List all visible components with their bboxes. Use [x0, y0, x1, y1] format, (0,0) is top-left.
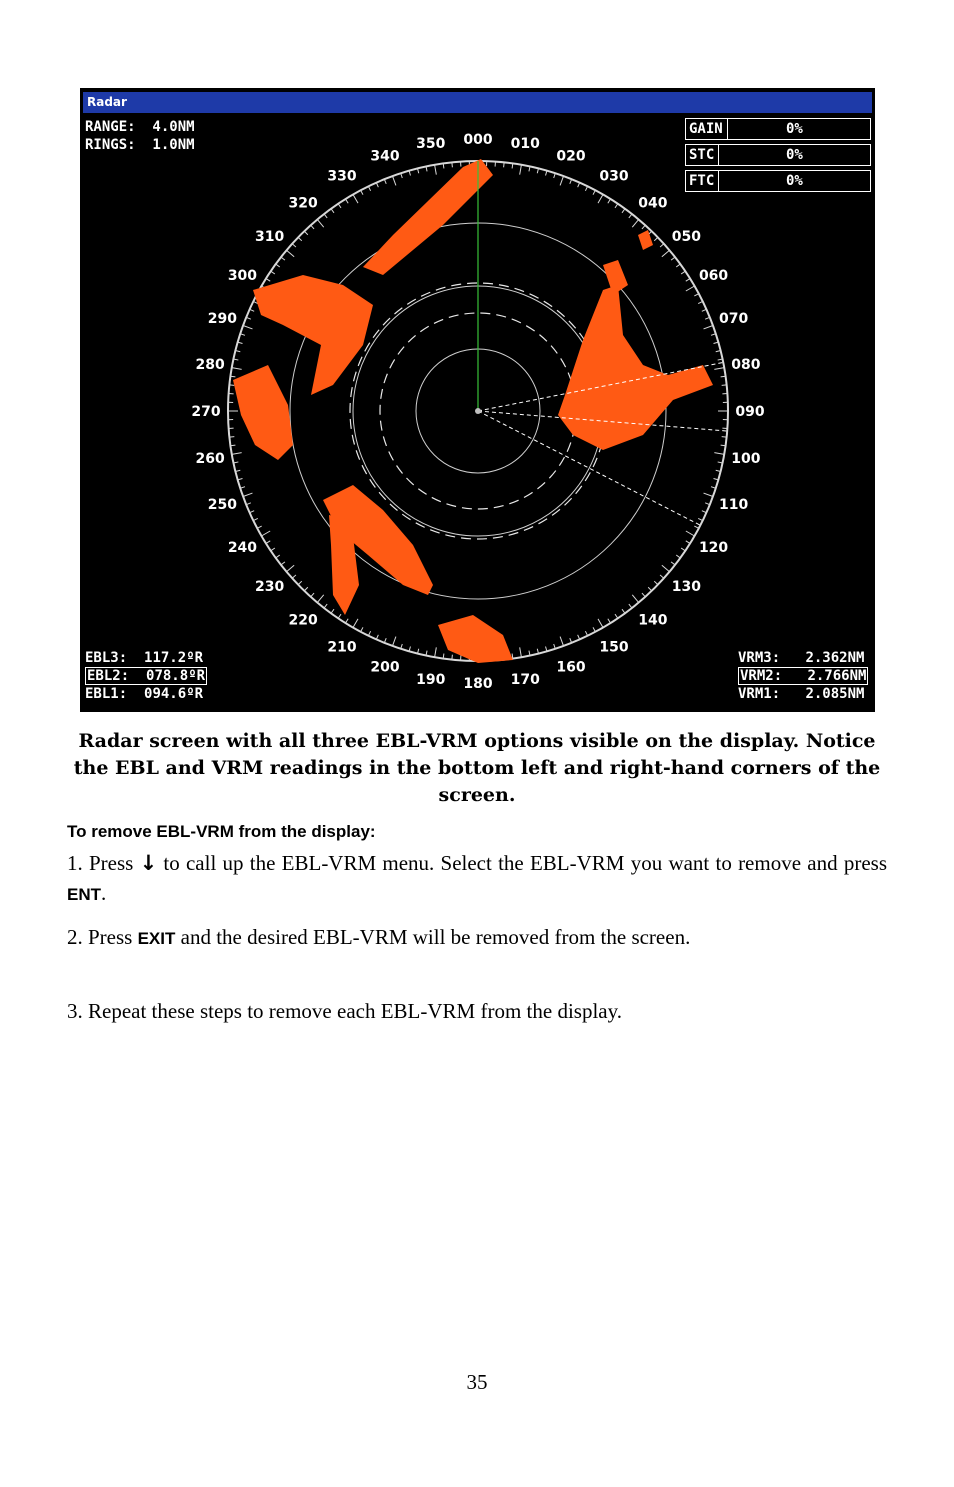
bearing-tick — [338, 204, 341, 208]
ftc-value: 0% — [786, 173, 803, 189]
bearing-label: 200 — [370, 659, 400, 676]
bearing-tick — [238, 342, 243, 343]
ftc-box[interactable] — [685, 170, 871, 192]
bearing-tick — [632, 219, 638, 227]
bearing-tick — [520, 165, 522, 175]
bearing-tick — [435, 165, 437, 175]
bearing-tick — [298, 581, 302, 584]
bearing-tick — [331, 209, 334, 213]
bearing-tick — [346, 199, 349, 203]
bearing-tick — [704, 325, 713, 328]
bearing-tick — [368, 631, 370, 635]
bearing-label: 170 — [510, 671, 540, 688]
bearing-tick — [615, 614, 618, 618]
bearing-tick — [608, 619, 611, 623]
bearing-tick — [271, 548, 275, 551]
bearing-tick — [593, 190, 595, 194]
window-title: Radar — [83, 92, 872, 113]
bearing-tick — [261, 531, 270, 536]
bearing-tick — [443, 654, 444, 659]
bearing-tick — [276, 555, 280, 558]
bearing-label: 000 — [463, 132, 493, 148]
bearing-tick — [238, 479, 243, 480]
bearing-tick — [698, 301, 702, 303]
bearing-label: 340 — [370, 148, 400, 165]
bearing-tick — [266, 541, 270, 544]
vrm3-readout — [738, 649, 864, 667]
range-readout: RANGE: 4.0NM — [85, 119, 195, 135]
step-2-text-2: and the desired EBL-VRM will be removed from the screen. — [175, 925, 691, 949]
bearing-tick — [560, 176, 563, 185]
bearing-label: 020 — [556, 148, 586, 165]
ent-key: ENT — [67, 885, 101, 904]
step-2-text: 2. Press — [67, 925, 138, 949]
bearing-label: 010 — [510, 136, 540, 153]
bearing-tick — [671, 257, 675, 260]
bearing-tick — [622, 609, 625, 613]
bearing-tick — [317, 595, 323, 603]
bearing-tick — [266, 279, 270, 282]
bearing-tick — [353, 194, 358, 203]
bearing-label: 060 — [698, 268, 729, 284]
bearing-label: 310 — [255, 229, 285, 246]
bearing-tick — [230, 445, 235, 446]
stc-box[interactable] — [685, 144, 871, 166]
bearing-tick — [714, 368, 724, 370]
bearing-tick — [304, 587, 307, 591]
ebl1-value: 094.6ºR — [144, 686, 204, 702]
bearing-label: 120 — [698, 540, 729, 556]
bearing-tick — [686, 286, 695, 291]
vrm2-label: VRM2: — [740, 668, 783, 684]
bearing-tick — [292, 244, 296, 247]
bearing-label: 320 — [288, 195, 318, 212]
bearing-tick — [317, 219, 323, 227]
bearing-tick — [642, 593, 645, 597]
bearing-tick — [629, 214, 632, 218]
bearing-label: 100 — [731, 451, 761, 468]
bearing-tick — [585, 186, 587, 190]
bearing-tick — [686, 279, 690, 282]
ebl3-readout — [85, 649, 203, 667]
bearing-tick — [281, 562, 285, 565]
bearing-label: 240 — [227, 540, 258, 556]
bearing-tick — [632, 595, 638, 603]
bearing-tick — [338, 614, 341, 618]
ebl2-readout — [85, 667, 207, 685]
bearing-tick — [686, 541, 690, 544]
bearing-tick — [392, 637, 395, 646]
vrm1-value: 2.085NM — [805, 686, 865, 702]
vrm3-label: VRM3: — [738, 650, 781, 666]
bearing-label: 250 — [207, 497, 238, 514]
bearing-tick — [702, 309, 707, 311]
vrm1-label: VRM1: — [738, 686, 781, 702]
bearing-tick — [546, 171, 547, 176]
bearing-tick — [648, 587, 651, 591]
ebl3-value: 117.2ºR — [144, 650, 204, 666]
bearing-tick — [578, 183, 580, 188]
bearing-tick — [662, 250, 670, 256]
ebl1-label: EBL1: — [85, 686, 128, 702]
bearing-label: 160 — [556, 659, 586, 676]
step-2 — [67, 922, 887, 952]
bearing-tick — [229, 385, 234, 386]
bearing-tick — [654, 237, 658, 240]
bearing-tick — [686, 531, 695, 536]
stc-label: STC — [689, 145, 719, 165]
bearing-tick — [250, 309, 255, 311]
bearing-tick — [721, 376, 726, 377]
bearing-tick — [578, 635, 580, 640]
ebl1-readout — [85, 685, 203, 703]
bearing-tick — [681, 271, 685, 274]
radar-echo — [638, 230, 653, 250]
page-number: 35 — [466, 1370, 488, 1394]
bearing-tick — [346, 619, 349, 623]
bearing-tick — [512, 163, 513, 168]
bearing-tick — [361, 190, 363, 194]
bearing-tick — [608, 199, 611, 203]
ebl2-value: 078.8ºR — [146, 668, 206, 684]
bearing-tick — [286, 250, 294, 256]
stc-value: 0% — [786, 147, 803, 163]
bearing-tick — [452, 655, 453, 660]
bearing-tick — [435, 647, 437, 657]
bearing-tick — [671, 562, 675, 565]
bearing-tick — [243, 493, 252, 496]
bearing-tick — [546, 647, 547, 652]
bearing-tick — [722, 385, 727, 386]
bearing-tick — [311, 593, 314, 597]
bearing-tick — [585, 631, 587, 635]
gain-value: 0% — [786, 121, 803, 137]
bearing-tick — [676, 555, 680, 558]
bearing-tick — [286, 565, 294, 571]
bearing-tick — [704, 493, 713, 496]
ebl3-label: EBL3: — [85, 650, 128, 666]
bearing-tick — [368, 186, 370, 190]
bearing-tick — [232, 453, 242, 455]
step-3: 3. Repeat these steps to remove each EBL-VRM from the display. — [67, 999, 622, 1023]
bearing-tick — [276, 264, 280, 267]
bearing-tick — [250, 511, 255, 513]
bearing-tick — [722, 437, 727, 438]
bearing-tick — [257, 526, 261, 528]
bearing-label: 090 — [735, 404, 765, 420]
bearing-tick — [331, 609, 334, 613]
bearing-label: 140 — [638, 612, 668, 629]
bearing-label: 030 — [599, 168, 629, 185]
ftc-label: FTC — [689, 171, 719, 191]
bearing-tick — [361, 627, 363, 631]
bearing-label: 110 — [718, 497, 749, 514]
bearing-tick — [324, 604, 327, 608]
bearing-tick — [504, 162, 505, 167]
bearing-tick — [660, 244, 664, 247]
bearing-tick — [593, 627, 595, 631]
bearing-label: 040 — [638, 195, 668, 212]
bearing-tick — [721, 445, 726, 446]
bearing-label: 330 — [327, 168, 357, 185]
bearing-tick — [376, 183, 378, 188]
bearing-tick — [304, 231, 307, 235]
bearing-tick — [392, 176, 395, 185]
bearing-tick — [232, 368, 242, 370]
bearing-tick — [615, 204, 618, 208]
bearing-tick — [311, 225, 314, 229]
bearing-label: 080 — [731, 356, 761, 373]
bearing-label: 290 — [207, 310, 238, 327]
bearing-tick — [642, 225, 645, 229]
bearing-label: 190 — [416, 671, 446, 688]
gain-label: GAIN — [689, 119, 728, 139]
bearing-label: 150 — [599, 639, 629, 656]
rings-readout: RINGS: 1.0NM — [85, 137, 195, 153]
bearing-label: 260 — [195, 451, 225, 468]
bearing-label: 300 — [227, 268, 258, 284]
radar-echo — [233, 365, 293, 460]
bearing-tick — [253, 518, 257, 520]
vrm1-readout — [738, 685, 864, 703]
own-ship-marker — [475, 408, 481, 414]
vrm2-readout — [738, 667, 868, 685]
bearing-tick — [714, 342, 719, 343]
radar-echo — [363, 159, 493, 275]
bearing-label: 130 — [671, 578, 701, 595]
step-1-end: . — [101, 881, 107, 905]
bearing-tick — [560, 637, 563, 646]
bearing-label: 350 — [416, 136, 446, 153]
bearing-tick — [714, 453, 724, 455]
bearing-tick — [281, 257, 285, 260]
bearing-tick — [298, 237, 302, 240]
bearing-label: 280 — [195, 356, 225, 373]
bearing-label: 210 — [327, 639, 357, 656]
bearing-tick — [694, 294, 698, 296]
bearing-tick — [681, 548, 685, 551]
bearing-label: 220 — [288, 612, 318, 629]
step-1-text-2: to call up the EBL-VRM menu. Select the EBL-VRM you want to remove and press — [157, 851, 887, 875]
bearing-tick — [292, 575, 296, 578]
bearing-tick — [324, 214, 327, 218]
bearing-tick — [598, 194, 603, 203]
bearing-tick — [654, 581, 658, 584]
bearing-tick — [662, 565, 670, 571]
bearing-tick — [676, 264, 680, 267]
bearing-tick — [714, 479, 719, 480]
bearing-tick — [230, 376, 235, 377]
bearing-tick — [520, 647, 522, 657]
bearing-label: 070 — [718, 310, 749, 327]
gain-box[interactable] — [685, 118, 871, 140]
bearing-label: 270 — [191, 404, 221, 420]
exit-key: EXIT — [137, 929, 176, 948]
step-1 — [67, 848, 887, 908]
section-heading: To remove EBL-VRM from the display: — [67, 822, 376, 841]
radar-scope — [83, 115, 874, 709]
step-1-text: 1. Press — [67, 851, 140, 875]
vrm3-value: 2.362NM — [805, 650, 865, 666]
vrm2-value: 2.766NM — [807, 668, 867, 684]
bearing-tick — [243, 325, 252, 328]
down-arrow-icon: ↓ — [139, 851, 158, 875]
bearing-tick — [698, 518, 702, 520]
bearing-tick — [409, 171, 410, 176]
bearing-tick — [622, 209, 625, 213]
bearing-label: 180 — [463, 676, 493, 692]
bearing-tick — [694, 526, 698, 528]
bearing-label: 050 — [671, 229, 701, 246]
radar-echo — [438, 615, 513, 663]
bearing-tick — [629, 604, 632, 608]
figure-caption: Radar screen with all three EBL-VRM options visible on the display. Notice the EBL and VRM readings in the bottom left and right-hand corners of the screen. — [73, 730, 881, 806]
bearing-tick — [452, 162, 453, 167]
ebl2-label: EBL2: — [87, 668, 130, 684]
bearing-tick — [229, 437, 234, 438]
bearing-tick — [409, 647, 410, 652]
radar-display — [83, 115, 872, 709]
bearing-tick — [702, 511, 707, 513]
bearing-tick — [376, 635, 378, 640]
bearing-tick — [271, 271, 275, 274]
bearing-label: 230 — [255, 578, 285, 595]
bearing-tick — [660, 575, 664, 578]
radar-echo — [558, 285, 713, 450]
bearing-tick — [598, 619, 603, 628]
bearing-tick — [512, 654, 513, 659]
radar-window — [80, 88, 875, 712]
bearing-tick — [443, 163, 444, 168]
bearing-tick — [353, 619, 358, 628]
